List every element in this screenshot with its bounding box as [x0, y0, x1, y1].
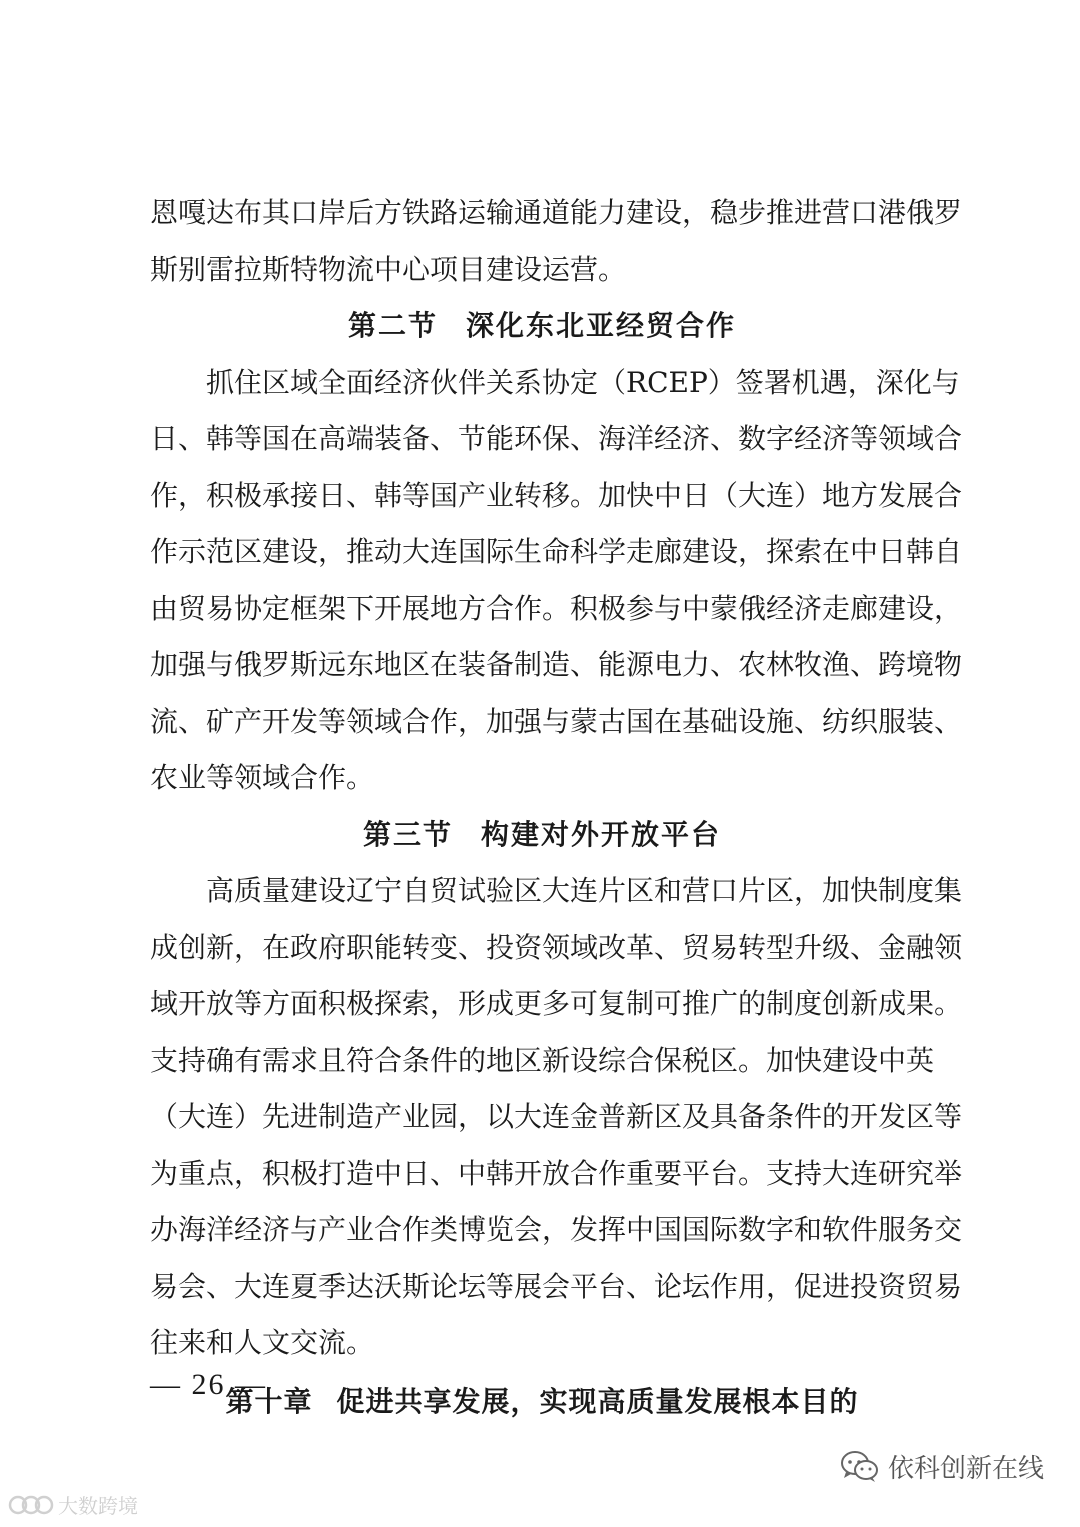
paragraph-line: 成创新，在政府职能转变、投资领域改革、贸易转型升级、金融领 — [150, 930, 963, 964]
section-title: 深化东北亚经贸合作 — [466, 309, 737, 342]
paragraph-line: 办海洋经济与产业合作类博览会，发挥中国国际数字和软件服务交 — [150, 1213, 963, 1246]
section-heading-3 — [150, 807, 934, 864]
chapter-number: 第十章 — [225, 1384, 313, 1418]
paragraph-line: 斯别雷拉斯特物流中心项目建设运营。 — [150, 252, 627, 286]
paragraph-line: （大连）先进制造产业园，以大连金普新区及具备条件的开发区等 — [150, 1100, 963, 1133]
section-heading-2 — [150, 298, 934, 355]
document-body — [150, 185, 963, 1432]
paragraph-line: 易会、大连夏季达沃斯论坛等展会平台、论坛作用，促进投资贸易 — [150, 1269, 963, 1303]
watermark-text: 依科创新在线 — [887, 1454, 1044, 1484]
paragraph-line: 为重点，积极打造中日、中韩开放合作重要平台。支持大连研究举 — [150, 1156, 963, 1190]
paragraph-line: 高质量建设辽宁自贸试验区大连片区和营口片区，加快制度集 — [206, 874, 963, 907]
section-title: 构建对外开放平台 — [481, 817, 722, 851]
paragraph-line: 域开放等方面积极探索，形成更多可复制可推广的制度创新成果。 — [150, 987, 963, 1020]
paragraph-line: 往来和人文交流。 — [150, 1326, 375, 1359]
paragraph-line: 日、韩等国在高端装备、节能环保、海洋经济、数字经济等领域合 — [150, 422, 963, 455]
wechat-watermark — [840, 1448, 1044, 1485]
chapter-title: 促进共享发展，实现高质量发展根本目的 — [336, 1384, 859, 1418]
brand-watermark — [8, 1490, 138, 1519]
paragraph-line: 作，积极承接日、韩等国产业转移。加快中日（大连）地方发展合 — [150, 478, 963, 512]
paragraph-line: 农业等领域合作。 — [150, 761, 375, 794]
paragraph-line: 由贸易协定框架下开展地方合作。积极参与中蒙俄经济走廊建设， — [150, 591, 963, 625]
chapter-heading-10 — [150, 1372, 934, 1432]
brand-logo-icon — [8, 1492, 54, 1518]
page-number: — 26 — — [150, 1368, 267, 1401]
section-number: 第三节 — [362, 817, 453, 851]
section-number: 第二节 — [347, 309, 438, 342]
paragraph-line: 抓住区域全面经济伙伴关系协定（RCEP）签署机遇，深化与 — [206, 365, 960, 399]
watermark-text: 大数跨境 — [58, 1494, 138, 1518]
paragraph-line: 支持确有需求且符合条件的地区新设综合保税区。加快建设中英 — [150, 1043, 935, 1077]
paragraph-line: 作示范区建设，推动大连国际生命科学走廊建设，探索在中日韩自 — [150, 535, 963, 568]
paragraph-line: 流、矿产开发等领域合作，加强与蒙古国在基础设施、纺织服装、 — [150, 704, 963, 738]
paragraph-line: 加强与俄罗斯远东地区在装备制造、能源电力、农林牧渔、跨境物 — [150, 648, 963, 681]
wechat-icon — [840, 1450, 880, 1484]
paragraph-line: 恩嘎达布其口岸后方铁路运输通道能力建设，稳步推进营口港俄罗 — [150, 196, 963, 229]
